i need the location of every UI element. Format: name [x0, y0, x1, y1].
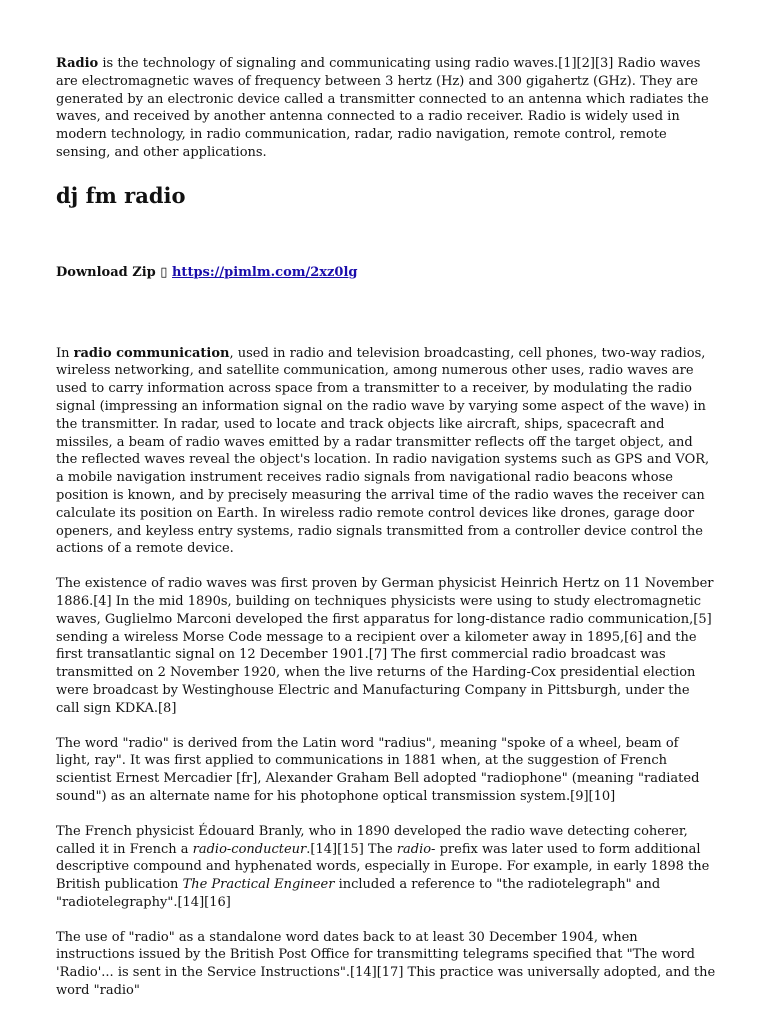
- page-title: dj fm radio: [56, 182, 186, 208]
- paragraph-standalone-word: The use of "radio" as a standalone word dates back to at least 30 December 1904, when instructions issued by the British Post Office for transmitting telegrams specified that "The word 'Radio'... is sent in the Service Instructions".[14][17] This practice was universally adopted, and the word "radio": [56, 929, 716, 999]
- p4-text-c: prefix was later used to form additional descriptive compound and hyphenated words, especially in Europe. For example, in early 1898 the British publication: [56, 841, 710, 893]
- p4-italic-1: radio-conducteur: [192, 841, 307, 857]
- p4-text-b: .[14][15] The: [306, 841, 397, 857]
- intro-paragraph: [56, 55, 716, 162]
- download-label: Download Zip: [56, 264, 156, 280]
- paragraph-radio-communication: [56, 345, 716, 559]
- p1-bold-term: radio communication: [73, 345, 230, 361]
- paragraph-branly: [56, 823, 716, 912]
- p1-text-a: In: [56, 345, 74, 361]
- p1-text-b: , used in radio and television broadcasting, cell phones, two-way radios, wireless networking, and satellite communication, among numerous other uses, radio waves are used to carry information across space from a transmitter to a receiver, by modulating the radio signal (impressing an information signal on the radio wave by varying some aspect of the wave) in the transmitter. In radar, used to locate and track objects like aircraft, ships, spacecraft and missiles, a beam of radio waves emitted by a radar transmitter reflects off the target object, and the reflected waves reveal the object's location. In radio navigation systems such as GPS and VOR, a mobile navigation instrument receives radio signals from navigational radio beacons whose position is known, and by precisely measuring the arrival time of the radio waves the receiver can calculate its position on Earth. In wireless radio remote control devices like drones, garage door openers, and keyless entry systems, radio signals transmitted from a controller device control the actions of a remote device.: [56, 345, 710, 557]
- paragraph-history: The existence of radio waves was first proven by German physicist Heinrich Hertz on 11 November 1886.[4] In the mid 1890s, building on techniques physicists were using to study electromagnetic waves, Guglielmo Marconi developed the first apparatus for long-distance radio communication,[5] sending a wireless Morse Code message to a recipient over a kilometer away in 1895,[6] and the first transatlantic signal on 12 December 1901.[7] The first commercial radio broadcast was transmitted on 2 November 1920, when the live returns of the Harding-Cox presidential election were broadcast by Westinghouse Electric and Manufacturing Company in Pittsburgh, under the call sign KDKA.[8]: [56, 576, 714, 716]
- article: [56, 55, 716, 1000]
- intro-bold-term: Radio: [56, 56, 99, 71]
- intro-text: is the technology of signaling and communicating using radio waves.[1][2][3] Radio waves are electromagnetic waves of frequency between 3 hertz (Hz) and 300 gigahertz (GHz). They are generated by an electronic device called a transmitter connected to an antenna which radiates the waves, and received by another antenna connected to a radio receiver. Radio is widely used in modern technology, in radio communication, radar, radio navigation, remote control, remote sensing, and other applications.: [56, 56, 709, 160]
- p4-text-a: The French physicist Édouard Branly, who in 1890 developed the radio wave detecting coherer, called it in French a: [56, 823, 688, 857]
- arrow-icon: ▯: [160, 264, 168, 280]
- download-link[interactable]: https://pimlm.com/2xz0lg: [171, 264, 358, 280]
- paragraph-etymology: The word "radio" is derived from the Latin word "radius", meaning "spoke of a wheel, beam of light, ray". It was first applied to communications in 1881 when, at the suggestion of French scientist Ernest Mercadier [fr], Alexander Graham Bell adopted "radiophone" (meaning "radiated sound") as an alternate name for his photophone optical transmission system.[9][10]: [56, 735, 700, 804]
- p4-italic-2: radio-: [396, 841, 436, 857]
- p4-italic-3: The Practical Engineer: [182, 877, 335, 893]
- download-line: [56, 264, 716, 282]
- p4-text-d: included a reference to "the radiotelegraph" and "radiotelegraphy".[14][16]: [56, 877, 661, 910]
